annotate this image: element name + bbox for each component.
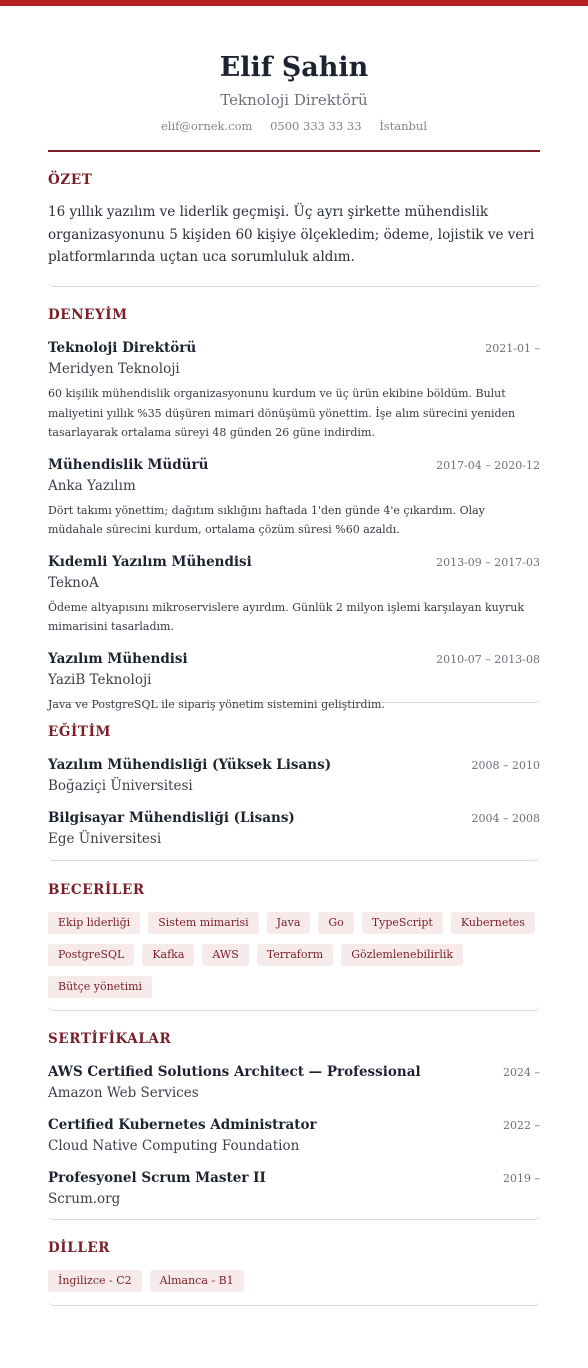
languages-heading: DİLLER — [48, 1240, 111, 1256]
education-entry — [48, 808, 540, 849]
certification-issuer: Cloud Native Computing Foundation — [48, 1138, 300, 1154]
certification-entry — [48, 1168, 540, 1209]
education-section — [48, 723, 540, 861]
job-date: 2017-04 – 2020-12 — [436, 458, 540, 472]
skill-tag: Go — [318, 912, 353, 934]
certification-date: 2019 – — [503, 1172, 540, 1185]
certification-issuer: Scrum.org — [48, 1191, 121, 1207]
header-divider — [48, 150, 540, 152]
skill-tag: Kubernetes — [451, 912, 535, 934]
languages-section — [48, 1239, 540, 1306]
job-company: Meridyen Teknoloji — [48, 361, 180, 377]
degree-title: Bilgisayar Mühendisliği (Lisans) — [48, 810, 295, 826]
education-entry — [48, 755, 540, 796]
degree-date: 2008 – 2010 — [471, 759, 540, 772]
skill-tag: PostgreSQL — [48, 944, 134, 966]
certification-date: 2024 – — [503, 1066, 540, 1079]
resume-header — [48, 0, 540, 152]
job-date: 2010-07 – 2013-08 — [436, 652, 540, 666]
job-company: YaziB Teknoloji — [48, 671, 152, 688]
contact-phone[interactable]: 0500 333 33 33 — [270, 119, 362, 133]
job-title: Yazılım Mühendisi — [48, 650, 188, 667]
summary-section — [48, 171, 540, 287]
skill-tag: Java — [267, 912, 311, 934]
skills-heading: BECERİLER — [48, 882, 145, 898]
job-date: 2013-09 – 2017-03 — [436, 555, 540, 569]
certification-date: 2022 – — [503, 1119, 540, 1132]
skill-tag: Ekip liderliği — [48, 912, 140, 934]
experience-entry — [48, 455, 540, 540]
job-description: Ödeme altyapısını mikroservislere ayırdım. Günlük 2 milyon işlemi karşılayan kuyruk mimarisini tasarladım. — [48, 600, 524, 633]
certification-entry — [48, 1062, 540, 1103]
contact-line — [48, 118, 540, 134]
skills-tag-list — [48, 912, 540, 998]
skill-tag: Sistem mimarisi — [148, 912, 258, 934]
contact-email[interactable]: elif@ornek.com — [161, 119, 253, 133]
person-title: Teknoloji Direktörü — [220, 91, 368, 109]
summary-text: 16 yıllık yazılım ve liderlik geçmişi. Üç ayrı şirkette mühendislik organizasyonunu 5 kişiden 60 kişiye ölçekledim; ödeme, lojistik ve veri platformlarında uçtan uca sorumluluk aldım. — [48, 204, 535, 265]
experience-entry — [48, 338, 540, 443]
job-description: Dört takımı yönettim; dağıtım sıklığını haftada 1'den günde 4'e çıkardım. Olay müdahale sürecini kurdum, ortalama çözüm süresi %60 azaldı. — [48, 503, 485, 536]
skill-tag: Gözlemlenebilirlik — [341, 944, 463, 966]
experience-heading: DENEYİM — [48, 307, 128, 323]
job-title: Teknoloji Direktörü — [48, 340, 197, 356]
skill-tag: Kafka — [142, 944, 194, 966]
school-name: Boğaziçi Üniversitesi — [48, 778, 193, 794]
job-company: TeknoA — [48, 574, 99, 591]
job-title: Mühendislik Müdürü — [48, 456, 209, 473]
skills-section — [48, 881, 540, 1011]
certification-title: Profesyonel Scrum Master II — [48, 1170, 266, 1186]
job-title: Kıdemli Yazılım Mühendisi — [48, 553, 252, 570]
experience-entry — [48, 552, 540, 637]
degree-title: Yazılım Mühendisliği (Yüksek Lisans) — [48, 757, 332, 773]
job-description: Java ve PostgreSQL ile sipariş yönetim sistemini geliştirdim. — [48, 697, 385, 711]
job-description: 60 kişilik mühendislik organizasyonunu kurdum ve üç ürün ekibine böldüm. Bulut maliyetini yıllık %35 düşüren mimari dönüşümü yönettim. İşe alım sürecini yeniden tasarlayarak ortalama süreyi 48 günden 26 güne indirdim. — [48, 387, 516, 439]
languages-tag-list — [48, 1270, 540, 1292]
summary-heading: ÖZET — [48, 172, 93, 188]
school-name: Ege Üniversitesi — [48, 831, 162, 847]
certifications-section — [48, 1030, 540, 1220]
certification-title: AWS Certified Solutions Architect — Professional — [48, 1064, 421, 1080]
skill-tag: AWS — [202, 944, 248, 966]
degree-date: 2004 – 2008 — [471, 812, 540, 825]
language-tag: Almanca - B1 — [150, 1270, 244, 1292]
job-date: 2021-01 – — [485, 342, 540, 355]
education-heading: EĞİTİM — [48, 724, 112, 740]
certification-title: Certified Kubernetes Administrator — [48, 1117, 317, 1133]
resume-page — [48, 0, 540, 1306]
experience-section — [48, 306, 540, 711]
certification-entry — [48, 1115, 540, 1156]
skill-tag: Terraform — [257, 944, 333, 966]
skill-tag: Bütçe yönetimi — [48, 976, 152, 998]
contact-location: İstanbul — [379, 119, 427, 133]
person-name: Elif Şahin — [219, 52, 369, 83]
certification-issuer: Amazon Web Services — [48, 1085, 199, 1101]
job-company: Anka Yazılım — [48, 477, 136, 494]
language-tag: İngilizce - C2 — [48, 1270, 142, 1292]
experience-entry — [48, 649, 540, 715]
certifications-heading: SERTİFİKALAR — [48, 1031, 172, 1047]
skill-tag: TypeScript — [362, 912, 443, 934]
